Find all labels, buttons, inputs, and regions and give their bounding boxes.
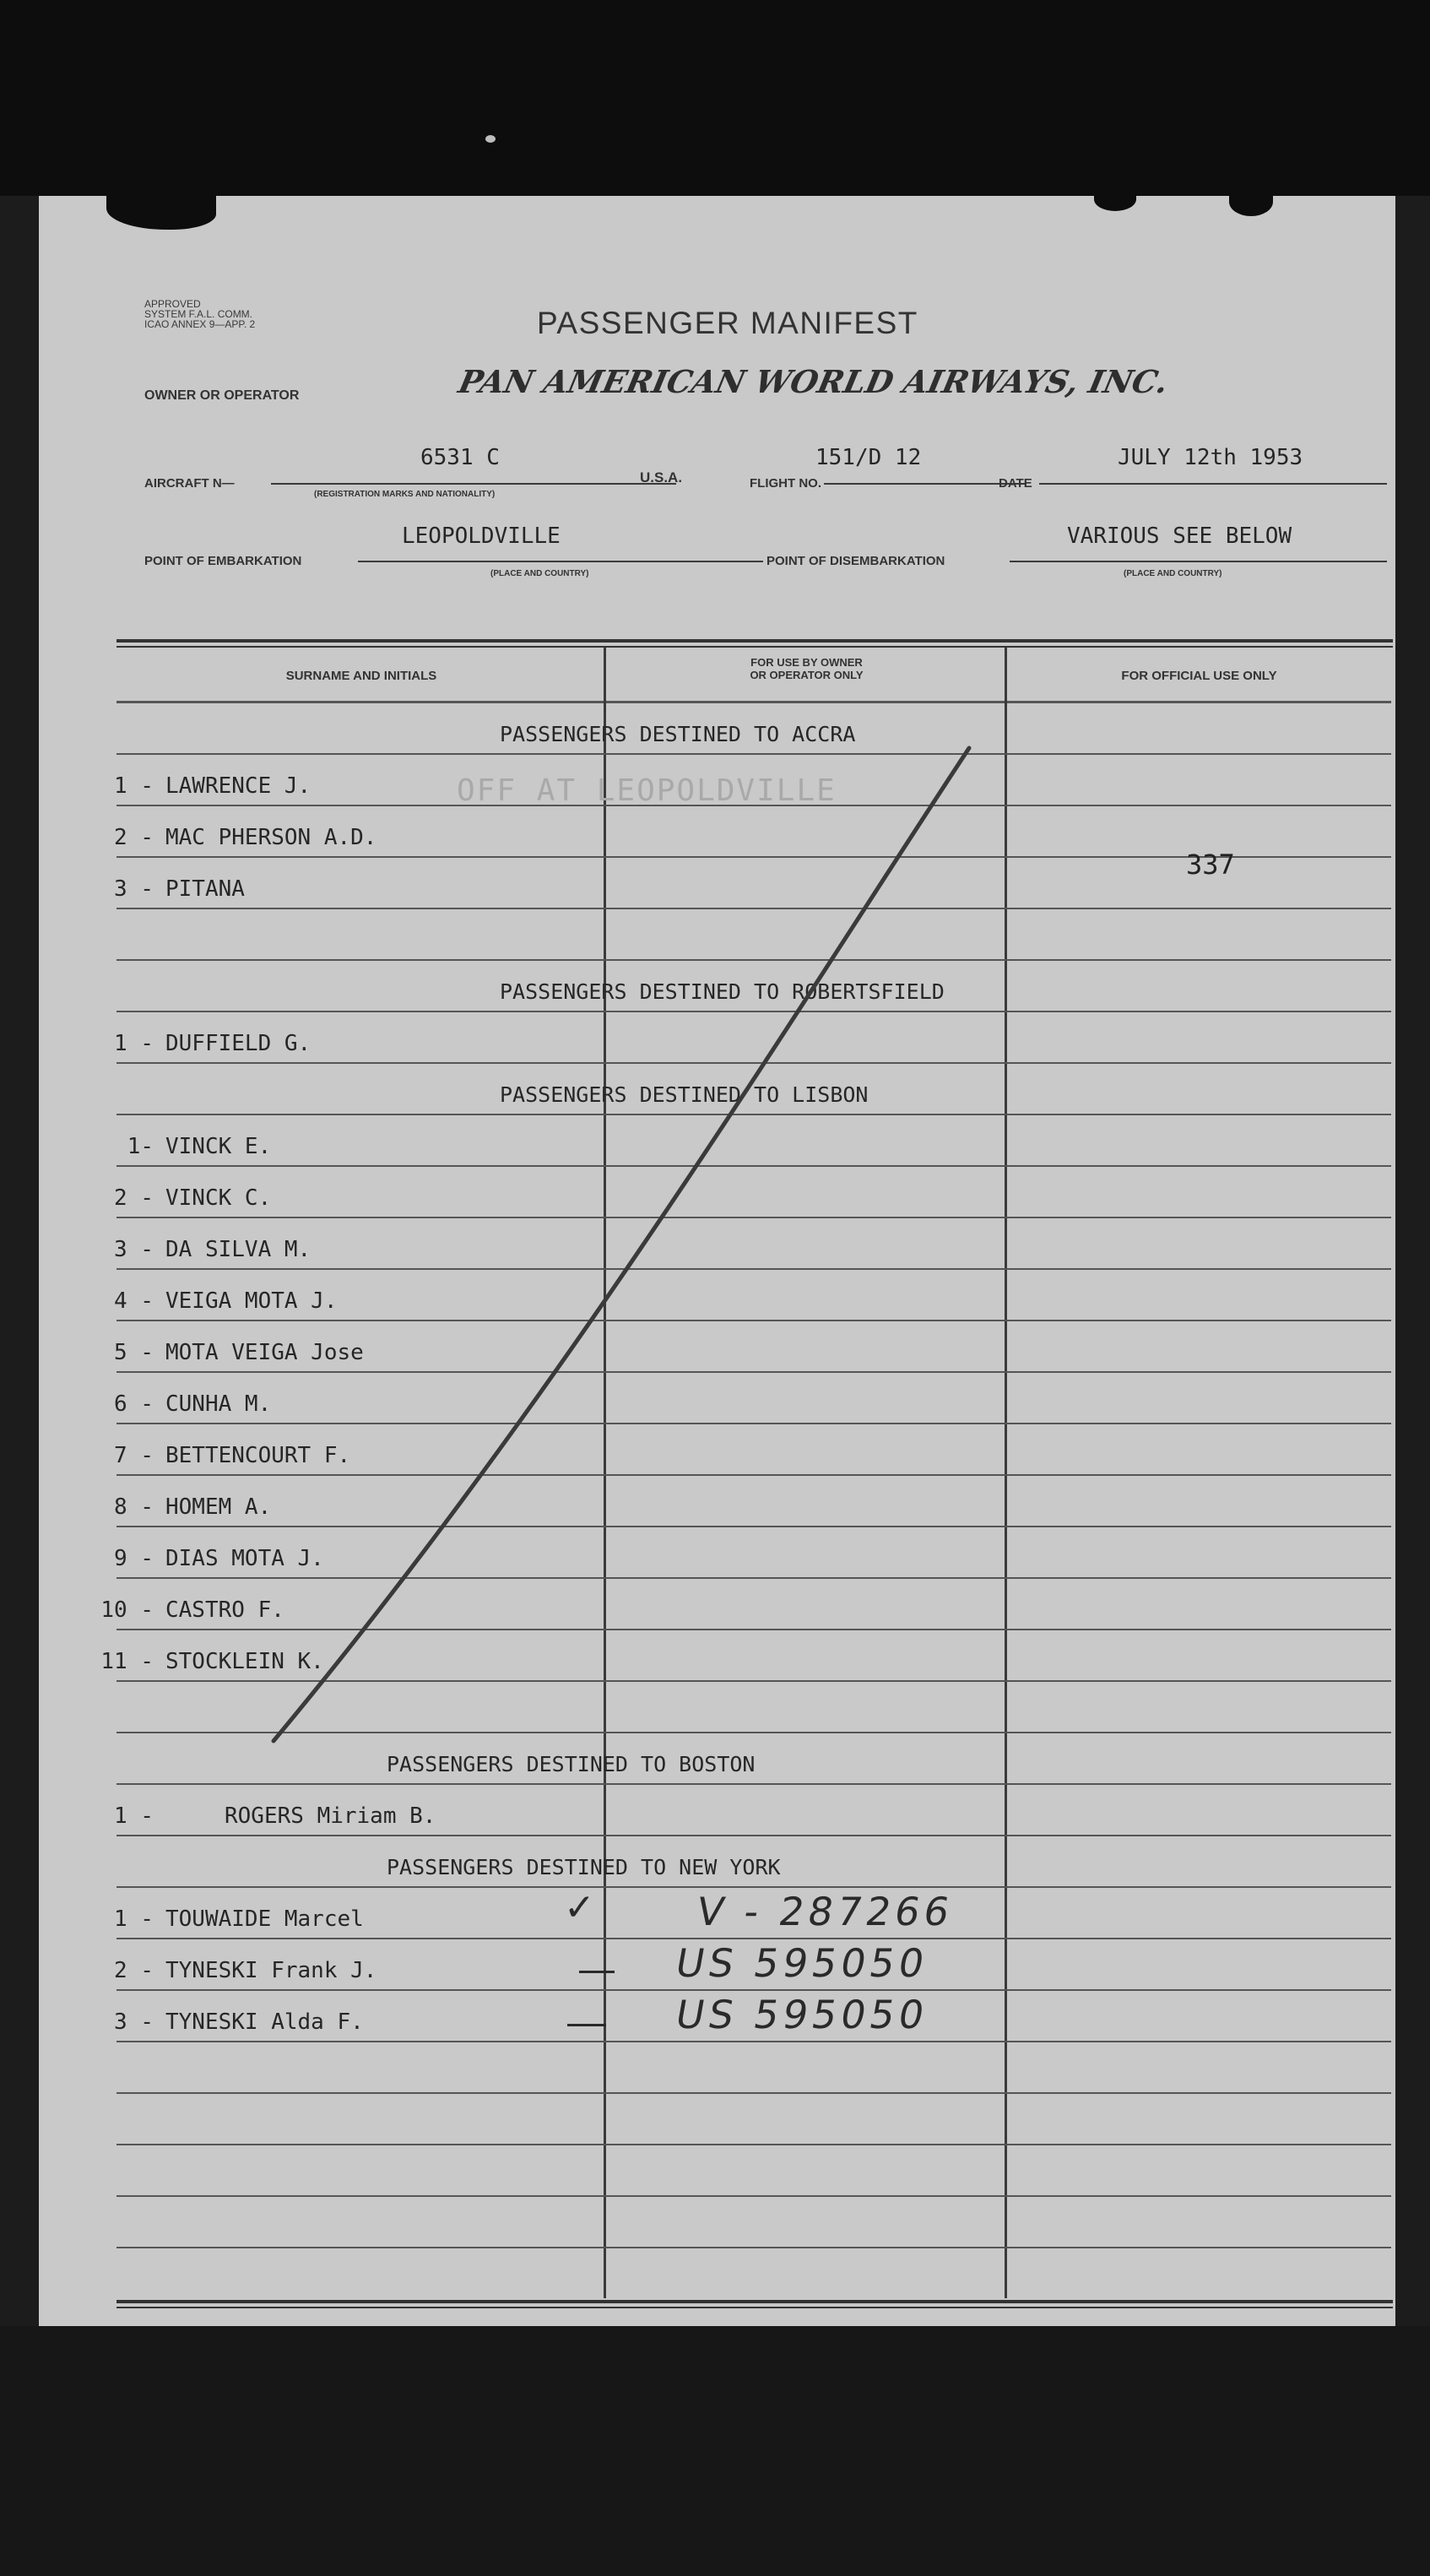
passenger-name: HOMEM A.: [165, 1494, 272, 1520]
dash-mark: [579, 1971, 615, 1973]
row-rule: [116, 1680, 1391, 1682]
disembark-value: VARIOUS SEE BELOW: [1067, 523, 1292, 549]
aircraft-label: AIRCRAFT N—: [144, 476, 235, 491]
page-title: PASSENGER MANIFEST: [537, 306, 918, 340]
row-rule: [116, 959, 1391, 961]
embark-rule: [358, 561, 763, 562]
row-rule: [116, 2195, 1391, 2197]
operator-note: V - 287266: [693, 1889, 957, 1934]
owner-label: OWNER OR OPERATOR: [144, 388, 300, 403]
row-rule: [116, 1114, 1391, 1115]
date-label: DATE: [999, 476, 1032, 491]
passenger-name: DUFFIELD G.: [165, 1031, 311, 1056]
section-heading: PASSENGERS DESTINED TO BOSTON: [387, 1752, 756, 1776]
row-rule: [116, 1989, 1391, 1991]
flight-rule: [824, 483, 1026, 485]
table-bottom-rule: [116, 2300, 1393, 2303]
usa-label: U.S.A.: [640, 469, 683, 485]
manifest-sheet: [39, 196, 1395, 2326]
flight-label: FLIGHT NO.: [750, 476, 821, 491]
passenger-number: 3 -: [114, 876, 154, 902]
passenger-number: 3 -: [114, 1237, 154, 1262]
column-header-surname: SURNAME AND INITIALS: [285, 669, 437, 683]
passenger-number: 2 -: [114, 825, 154, 850]
passenger-number: 3 -: [114, 2009, 154, 2035]
column-header-official: FOR OFFICIAL USE ONLY: [1121, 669, 1277, 683]
passenger-number: 2 -: [114, 1185, 154, 1211]
punch-hole: [1229, 187, 1273, 216]
section-heading: PASSENGERS DESTINED TO ACCRA: [500, 722, 856, 746]
column-header-owner-use: FOR USE BY OWNER OR OPERATOR ONLY: [750, 656, 864, 681]
passenger-number: 4 -: [114, 1288, 154, 1314]
passenger-name: STOCKLEIN K.: [165, 1649, 324, 1674]
passenger-number: 1 -: [114, 773, 154, 799]
embark-label: POINT OF EMBARKATION: [144, 554, 302, 568]
operator-note: US 595050: [672, 1992, 932, 2037]
passenger-name: TYNESKI Alda F.: [165, 2009, 364, 2035]
passenger-name: DIAS MOTA J.: [165, 1546, 324, 1571]
place-note: (PLACE AND COUNTRY): [490, 569, 589, 578]
scan-border-bottom: [0, 2326, 1430, 2576]
date-rule: [1039, 483, 1387, 485]
table-top-rule: [116, 639, 1393, 643]
column-divider: [1005, 648, 1007, 2298]
column-divider: [604, 648, 606, 2298]
passenger-name: BETTENCOURT F.: [165, 1443, 351, 1468]
passenger-name: ROGERS Miriam B.: [225, 1803, 436, 1829]
row-rule: [116, 1577, 1391, 1579]
row-rule: [116, 1835, 1391, 1836]
section-heading: PASSENGERS DESTINED TO NEW YORK: [387, 1855, 781, 1879]
row-rule: [116, 1783, 1391, 1785]
row-rule: [116, 1062, 1391, 1064]
row-rule: [116, 2144, 1391, 2145]
passenger-name: MAC PHERSON A.D.: [165, 825, 377, 850]
registration-note: (REGISTRATION MARKS AND NATIONALITY): [314, 490, 496, 499]
row-rule: [116, 2092, 1391, 2094]
section-heading: PASSENGERS DESTINED TO LISBON: [500, 1082, 869, 1107]
row-rule: [116, 1886, 1391, 1888]
passenger-name: LAWRENCE J.: [165, 773, 311, 799]
punch-hole: [1094, 187, 1136, 211]
passenger-number: 1-: [127, 1134, 154, 1159]
passenger-number: 7 -: [114, 1443, 154, 1468]
operator-name: PAN AMERICAN WORLD AIRWAYS, INC.: [455, 363, 1172, 400]
scan-border-top: [0, 0, 1430, 196]
disembark-label: POINT OF DISEMBARKATION: [766, 554, 945, 568]
row-rule: [116, 753, 1391, 755]
passenger-number: 9 -: [114, 1546, 154, 1571]
aircraft-rule: [271, 483, 676, 485]
check-mark: ✓: [564, 1886, 595, 1929]
passenger-name: TOUWAIDE Marcel: [165, 1906, 364, 1932]
row-rule: [116, 1165, 1391, 1167]
passenger-name: CASTRO F.: [165, 1597, 284, 1623]
dash-mark: [567, 2024, 606, 2026]
passenger-name: VEIGA MOTA J.: [165, 1288, 338, 1314]
place-note: (PLACE AND COUNTRY): [1124, 569, 1222, 578]
passenger-number: 1 -: [114, 1031, 154, 1056]
table-bottom-rule: [116, 2307, 1393, 2308]
passenger-number: 1 -: [114, 1906, 154, 1932]
official-number: 337: [1186, 849, 1235, 881]
flight-value: 151/D 12: [815, 445, 922, 470]
pen-stroke: [274, 748, 969, 1741]
passenger-number: 10 -: [100, 1597, 154, 1623]
row-rule: [116, 1938, 1391, 1939]
row-rule: [116, 1217, 1391, 1218]
aircraft-value: 6531 C: [420, 445, 500, 470]
embark-value: LEOPOLDVILLE: [402, 523, 561, 549]
dust-speck: [485, 135, 496, 143]
row-rule: [116, 1474, 1391, 1476]
disembark-rule: [1010, 561, 1387, 562]
row-rule: [116, 908, 1391, 909]
row-rule: [116, 2247, 1391, 2248]
torn-corner: [106, 191, 216, 230]
passenger-number: 8 -: [114, 1494, 154, 1520]
date-value: JULY 12th 1953: [1118, 445, 1303, 470]
passenger-number: 5 -: [114, 1340, 154, 1365]
row-rule: [116, 1011, 1391, 1012]
passenger-number: 1 -: [114, 1803, 154, 1829]
off-at-note: OFF AT LEOPOLDVILLE: [457, 773, 837, 808]
approval-note: APPROVED SYSTEM F.A.L. COMM. ICAO ANNEX 9—APP. 2: [144, 298, 256, 330]
row-rule: [116, 2041, 1391, 2042]
passenger-number: 11 -: [100, 1649, 154, 1674]
row-rule: [116, 1320, 1391, 1321]
passenger-name: VINCK E.: [165, 1134, 272, 1159]
row-rule: [116, 1526, 1391, 1527]
column-header-rule: [116, 701, 1391, 703]
table-top-rule: [116, 646, 1393, 648]
passenger-number: 2 -: [114, 1958, 154, 1983]
row-rule: [116, 1732, 1391, 1733]
passenger-name: DA SILVA M.: [165, 1237, 311, 1262]
passenger-number: 6 -: [114, 1391, 154, 1417]
passenger-name: TYNESKI Frank J.: [165, 1958, 377, 1983]
passenger-name: VINCK C.: [165, 1185, 272, 1211]
row-rule: [116, 1629, 1391, 1630]
passenger-name: PITANA: [165, 876, 245, 902]
section-heading: PASSENGERS DESTINED TO ROBERTSFIELD: [500, 979, 945, 1004]
passenger-name: MOTA VEIGA Jose: [165, 1340, 364, 1365]
row-rule: [116, 1423, 1391, 1424]
row-rule: [116, 1268, 1391, 1270]
row-rule: [116, 1371, 1391, 1373]
passenger-name: CUNHA M.: [165, 1391, 272, 1417]
operator-note: US 595050: [672, 1940, 932, 1986]
